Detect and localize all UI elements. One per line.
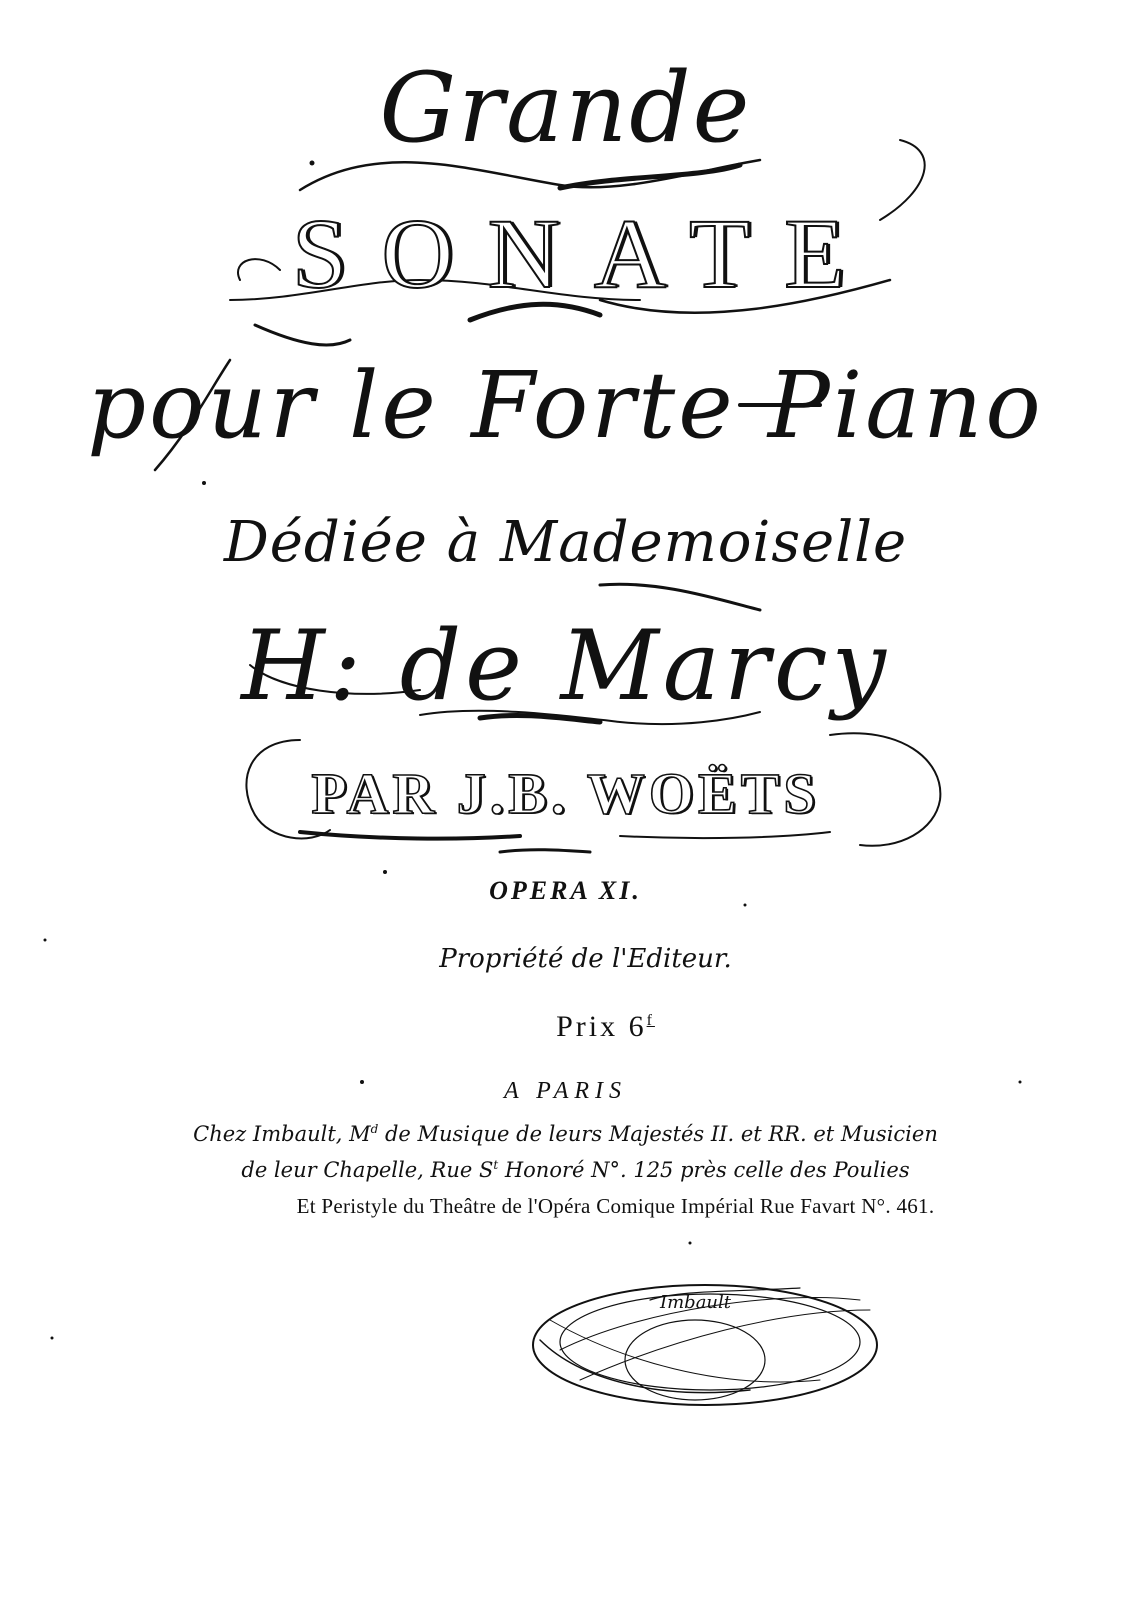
opus-number: OPERA XI. — [489, 876, 642, 905]
imprint-line-2-sup: t — [493, 1158, 499, 1172]
imprint-line-2 — [0, 1158, 1131, 1182]
imprint-city: A PARIS — [503, 1078, 628, 1104]
dedication-line: Dédiée à Mademoiselle — [223, 510, 908, 575]
imprint-line-2-b: Honoré N°. 125 près celle des Poulies — [498, 1158, 910, 1182]
price-label: Prix 6 — [556, 1010, 647, 1043]
imprint-line-3: Et Peristyle du Theâtre de l'Opéra Comique Impérial Rue Favart N°. 461. — [296, 1194, 935, 1218]
composer-line: PAR J.B. WOËTS — [311, 761, 820, 826]
title-grande: Grande — [379, 52, 752, 164]
imprint-line-1-b: de Musique de leurs Majestés II. et RR. et Musicien — [378, 1122, 938, 1146]
imprint-line-2-a: de leur Chapelle, Rue S — [241, 1158, 494, 1182]
imprint-line-1-a: Chez Imbault, M — [193, 1122, 371, 1146]
price-line — [0, 1010, 1131, 1044]
imprint-line-1 — [0, 1122, 1131, 1146]
publisher-stamp — [520, 1270, 890, 1420]
price-unit: f — [646, 1012, 655, 1029]
imprint-line-1-sup: d — [370, 1122, 379, 1136]
instrument-line: pour le Forte Piano — [87, 352, 1044, 459]
publisher-property-note: Propriété de l'Editeur. — [439, 944, 732, 974]
dedicatee-name: H: de Marcy — [241, 610, 890, 722]
title-sonate: SONATE — [291, 198, 880, 309]
stamp-signature: Imbault — [660, 1292, 732, 1313]
